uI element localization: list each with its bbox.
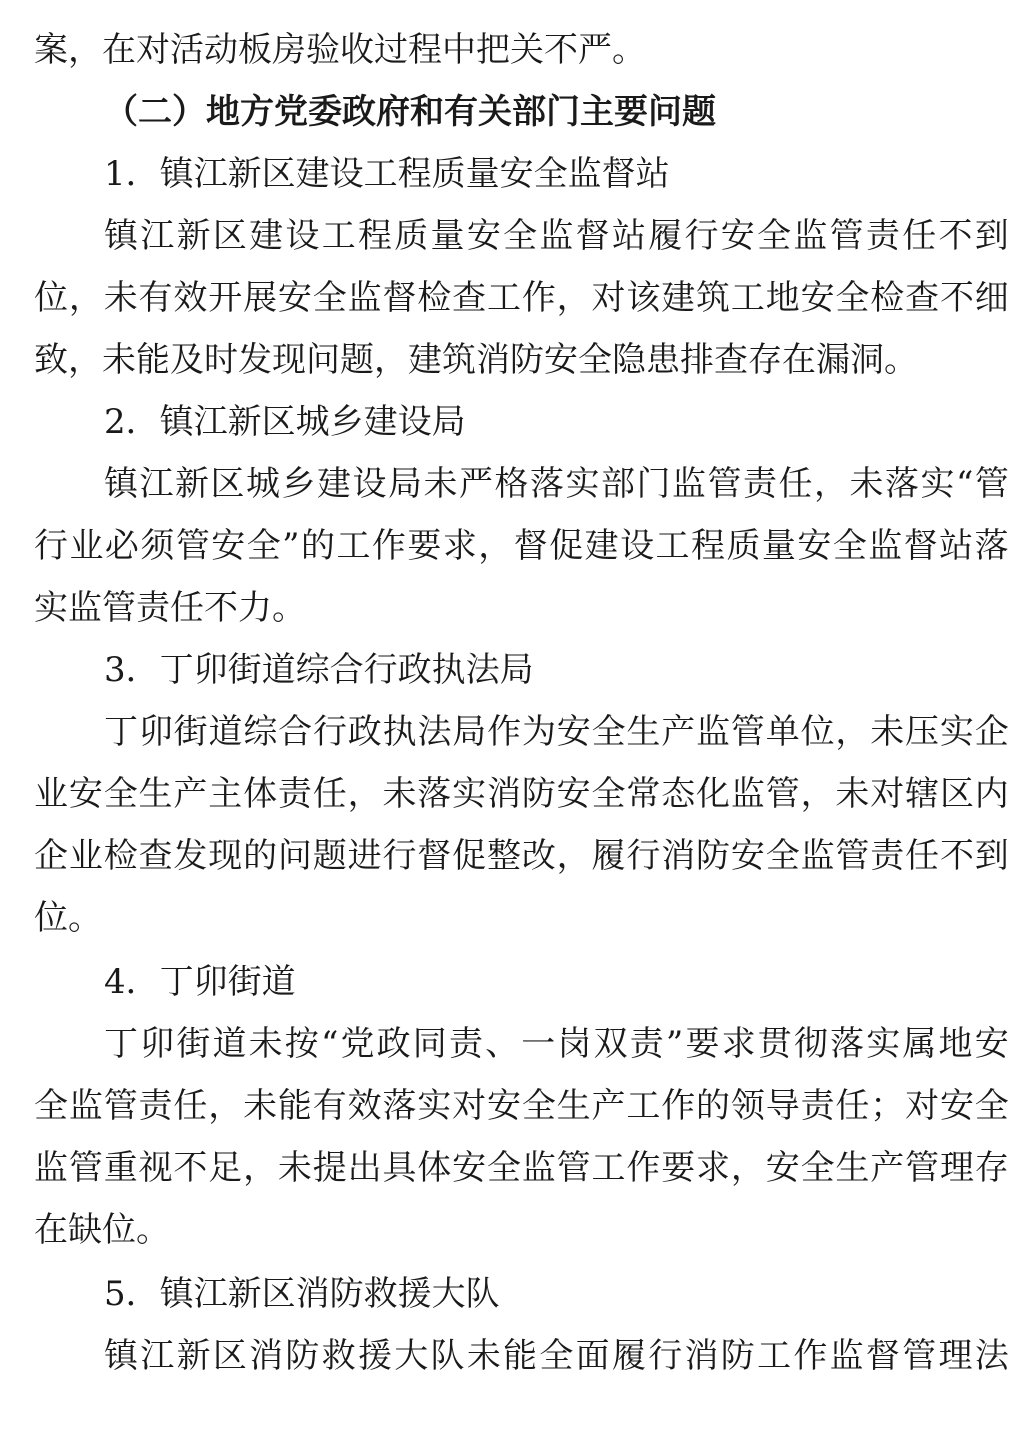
paragraph-line: 位 ， 未 有 效 开 展 安 全 监 督 检 查 工 作 ， 对 该 建 筑 工 地 安 全 检 查 不 细 — [34, 278, 1009, 318]
paragraph-line: 行 业 必 须 管 安 全 ” 的 工 作 要 求 ， 督 促 建 设 工 程 质 量 安 全 监 督 站 落 — [34, 526, 1009, 566]
paragraph-line: 业 安 全 生 产 主 体 责 任 ， 未 落 实 消 防 安 全 常 态 化 监 管 ， 未 对 辖 区 内 — [34, 774, 1009, 814]
paragraph-line: 实监管责任不力。 — [34, 588, 306, 628]
paragraph-line: 致，未能及时发现问题，建筑消防安全隐患排查存在漏洞。 — [34, 340, 918, 380]
section-heading: （二）地方党委政府和有关部门主要问题 — [104, 92, 716, 132]
paragraph-line: 丁 卯 街 道 未 按 “ 党 政 同 责 、 一 岗 双 责 ” 要 求 贯 彻 落 实 属 地 安 — [104, 1024, 1009, 1064]
subsection-heading: 5．镇江新区消防救援大队 — [104, 1274, 500, 1314]
paragraph-line: 全 监 管 责 任 ， 未 能 有 效 落 实 对 安 全 生 产 工 作 的 领 导 责 任 ； 对 安 全 — [34, 1086, 1009, 1126]
subsection-heading: 3．丁卯街道综合行政执法局 — [104, 650, 534, 690]
subsection-heading: 1．镇江新区建设工程质量安全监督站 — [104, 154, 670, 194]
paragraph-line: 镇 江 新 区 消 防 救 援 大 队 未 能 全 面 履 行 消 防 工 作 监 督 管 理 法 — [104, 1336, 1009, 1376]
paragraph-line: 镇 江 新 区 城 乡 建 设 局 未 严 格 落 实 部 门 监 管 责 任 ， 未 落 实 “ 管 — [104, 464, 1009, 504]
paragraph-line: 案，在对活动板房验收过程中把关不严。 — [34, 30, 646, 70]
paragraph-line: 镇 江 新 区 建 设 工 程 质 量 安 全 监 督 站 履 行 安 全 监 管 责 任 不 到 — [104, 216, 1009, 256]
paragraph-line: 企 业 检 查 发 现 的 问 题 进 行 督 促 整 改 ， 履 行 消 防 安 全 监 管 责 任 不 到 — [34, 836, 1009, 876]
subsection-heading: 4．丁卯街道 — [104, 962, 296, 1002]
subsection-heading: 2．镇江新区城乡建设局 — [104, 402, 466, 442]
paragraph-line: 丁 卯 街 道 综 合 行 政 执 法 局 作 为 安 全 生 产 监 管 单 位 ， 未 压 实 企 — [104, 712, 1009, 752]
paragraph-line: 位。 — [34, 898, 102, 938]
paragraph-line: 监 管 重 视 不 足 ， 未 提 出 具 体 安 全 监 管 工 作 要 求 ， 安 全 生 产 管 理 存 — [34, 1148, 1009, 1188]
paragraph-line: 在缺位。 — [34, 1210, 170, 1250]
